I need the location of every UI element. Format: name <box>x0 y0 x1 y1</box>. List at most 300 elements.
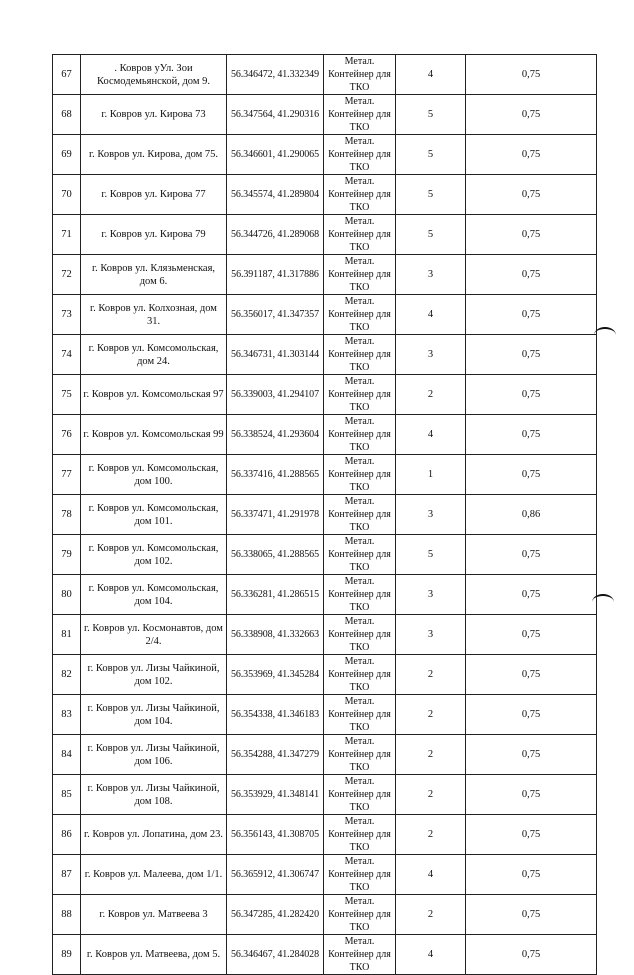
margin-mark-bottom <box>592 594 614 610</box>
table-row <box>53 375 597 415</box>
cell-number <box>53 535 81 575</box>
cell-container-volume <box>466 55 597 95</box>
cell-container-volume-text: 0,75 <box>521 909 541 920</box>
cell-container-count <box>396 935 466 975</box>
cell-address <box>81 655 227 695</box>
cell-container-count <box>396 895 466 935</box>
cell-container-type-text: Метал. Контейнер для ТКО <box>328 776 391 813</box>
cell-coordinates <box>227 415 324 455</box>
cell-address <box>81 775 227 815</box>
cell-number <box>53 255 81 295</box>
cell-container-volume-text: 0,75 <box>521 69 541 80</box>
cell-container-type-text: Метал. Контейнер для ТКО <box>328 896 391 933</box>
cell-container-type <box>324 335 396 375</box>
cell-coordinates <box>227 295 324 335</box>
cell-container-count <box>396 215 466 255</box>
cell-container-volume-text: 0,75 <box>521 749 541 760</box>
cell-container-type-text: Метал. Контейнер для ТКО <box>328 816 391 853</box>
cell-container-volume <box>466 695 597 735</box>
cell-container-type-text: Метал. Контейнер для ТКО <box>328 136 391 173</box>
cell-address <box>81 935 227 975</box>
cell-coordinates <box>227 535 324 575</box>
cell-container-volume <box>466 295 597 335</box>
cell-container-count-text: 4 <box>427 309 434 320</box>
cell-coordinates <box>227 215 324 255</box>
cell-container-volume-text: 0,75 <box>521 469 541 480</box>
cell-container-volume-text: 0,75 <box>521 789 541 800</box>
cell-coordinates-text: 56.354288, 41.347279 <box>230 749 319 760</box>
cell-container-count-text: 3 <box>427 269 434 280</box>
cell-container-type-text: Метал. Контейнер для ТКО <box>328 56 391 93</box>
cell-container-count <box>396 535 466 575</box>
cell-address-text: г. Ковров ул. Матвеева, дом 5. <box>86 949 221 960</box>
cell-address-text: г. Ковров ул. Комсомольская, дом 24. <box>88 342 219 367</box>
cell-number-text: 71 <box>61 229 72 240</box>
cell-container-volume-text: 0,75 <box>521 829 541 840</box>
cell-container-count-text: 4 <box>427 429 434 440</box>
cell-address <box>81 695 227 735</box>
cell-container-volume <box>466 935 597 975</box>
cell-coordinates <box>227 855 324 895</box>
margin-mark-top <box>594 327 616 343</box>
cell-address <box>81 575 227 615</box>
cell-number-text: 75 <box>61 389 72 400</box>
cell-container-volume <box>466 535 597 575</box>
cell-container-count-text: 5 <box>427 189 434 200</box>
cell-container-type <box>324 535 396 575</box>
cell-number <box>53 735 81 775</box>
cell-coordinates-text: 56.337471, 41.291978 <box>230 509 319 520</box>
cell-container-type <box>324 295 396 335</box>
cell-container-type-text: Метал. Контейнер для ТКО <box>328 736 391 773</box>
cell-container-type-text: Метал. Контейнер для ТКО <box>328 216 391 253</box>
cell-address-text: г. Ковров ул. Кирова 77 <box>101 189 206 200</box>
table-row <box>53 895 597 935</box>
cell-container-volume <box>466 215 597 255</box>
cell-coordinates-text: 56.336281, 41.286515 <box>230 589 319 600</box>
cell-container-count-text: 4 <box>427 949 434 960</box>
cell-container-type-text: Метал. Контейнер для ТКО <box>328 416 391 453</box>
cell-container-count <box>396 775 466 815</box>
cell-number <box>53 455 81 495</box>
cell-container-count <box>396 95 466 135</box>
cell-address <box>81 415 227 455</box>
cell-container-count <box>396 615 466 655</box>
cell-container-count <box>396 335 466 375</box>
cell-address <box>81 295 227 335</box>
cell-container-type <box>324 735 396 775</box>
cell-container-volume-text: 0,75 <box>521 189 541 200</box>
cell-container-count <box>396 735 466 775</box>
cell-number <box>53 95 81 135</box>
cell-container-type-text: Метал. Контейнер для ТКО <box>328 536 391 573</box>
cell-number <box>53 655 81 695</box>
cell-container-type-text: Метал. Контейнер для ТКО <box>328 296 391 333</box>
cell-container-type-text: Метал. Контейнер для ТКО <box>328 376 391 413</box>
cell-container-volume <box>466 855 597 895</box>
table-row <box>53 815 597 855</box>
cell-number-text: 74 <box>61 349 72 360</box>
cell-coordinates-text: 56.337416, 41.288565 <box>230 469 319 480</box>
table-row <box>53 615 597 655</box>
cell-address-text: г. Ковров ул. Матвеева 3 <box>99 909 208 920</box>
cell-coordinates-text: 56.346472, 41.332349 <box>230 69 319 80</box>
cell-address-text: г. Ковров ул. Комсомольская 97 <box>83 389 224 400</box>
cell-container-type <box>324 575 396 615</box>
cell-container-count-text: 2 <box>427 389 434 400</box>
cell-coordinates <box>227 775 324 815</box>
cell-container-count-text: 1 <box>427 469 434 480</box>
cell-address <box>81 815 227 855</box>
cell-number-text: 77 <box>61 469 72 480</box>
cell-address-text: г. Ковров ул. Кирова 79 <box>101 229 206 240</box>
cell-address-text: г. Ковров ул. Комсомольская 99 <box>83 429 224 440</box>
cell-container-type-text: Метал. Контейнер для ТКО <box>328 336 391 373</box>
table-row <box>53 695 597 735</box>
cell-container-count-text: 5 <box>427 549 434 560</box>
cell-container-type-text: Метал. Контейнер для ТКО <box>328 456 391 493</box>
cell-number <box>53 295 81 335</box>
table-row <box>53 655 597 695</box>
table-row <box>53 575 597 615</box>
cell-address-text: г. Ковров ул. Кирова, дом 75. <box>88 149 219 160</box>
cell-container-count-text: 2 <box>427 709 434 720</box>
cell-container-type <box>324 815 396 855</box>
cell-coordinates-text: 56.356017, 41.347357 <box>230 309 319 320</box>
cell-address <box>81 495 227 535</box>
cell-coordinates <box>227 575 324 615</box>
cell-container-type <box>324 175 396 215</box>
cell-container-type <box>324 695 396 735</box>
cell-number-text: 69 <box>61 149 72 160</box>
cell-coordinates <box>227 335 324 375</box>
cell-coordinates <box>227 375 324 415</box>
cell-container-type <box>324 895 396 935</box>
cell-container-type <box>324 215 396 255</box>
cell-address-text: г. Ковров ул. Кирова 73 <box>101 109 206 120</box>
cell-container-type <box>324 655 396 695</box>
cell-number-text: 70 <box>61 189 72 200</box>
cell-address <box>81 255 227 295</box>
table-row <box>53 215 597 255</box>
table-row <box>53 855 597 895</box>
cell-container-volume <box>466 415 597 455</box>
cell-number-text: 68 <box>61 109 72 120</box>
cell-container-count-text: 5 <box>427 149 434 160</box>
cell-container-count-text: 2 <box>427 749 434 760</box>
cell-container-count-text: 3 <box>427 509 434 520</box>
cell-coordinates-text: 56.338065, 41.288565 <box>230 549 319 560</box>
cell-container-count-text: 3 <box>427 589 434 600</box>
cell-coordinates <box>227 255 324 295</box>
cell-container-type <box>324 615 396 655</box>
cell-number <box>53 495 81 535</box>
cell-container-volume-text: 0,75 <box>521 389 541 400</box>
cell-address-text: г. Ковров ул. Лопатина, дом 23. <box>83 829 224 840</box>
cell-container-volume-text: 0,75 <box>521 869 541 880</box>
table-row <box>53 135 597 175</box>
table-row <box>53 455 597 495</box>
cell-container-type <box>324 255 396 295</box>
cell-number-text: 88 <box>61 909 72 920</box>
cell-container-volume <box>466 335 597 375</box>
cell-number-text: 81 <box>61 629 72 640</box>
cell-container-type <box>324 855 396 895</box>
cell-coordinates <box>227 655 324 695</box>
cell-container-count <box>396 695 466 735</box>
cell-container-count-text: 4 <box>427 69 434 80</box>
cell-container-count <box>396 655 466 695</box>
cell-number-text: 89 <box>61 949 72 960</box>
cell-address-text: г. Ковров ул. Комсомольская, дом 100. <box>88 462 219 487</box>
table-row <box>53 95 597 135</box>
cell-container-type <box>324 455 396 495</box>
cell-container-type <box>324 775 396 815</box>
cell-number <box>53 215 81 255</box>
cell-container-type-text: Метал. Контейнер для ТКО <box>328 176 391 213</box>
cell-address-text: г. Ковров ул. Лизы Чайкиной, дом 104. <box>87 702 220 727</box>
cell-container-count <box>396 255 466 295</box>
cell-address <box>81 735 227 775</box>
cell-coordinates-text: 56.338524, 41.293604 <box>230 429 319 440</box>
cell-address <box>81 535 227 575</box>
cell-number <box>53 335 81 375</box>
cell-container-volume-text: 0,86 <box>521 509 541 520</box>
table-row <box>53 415 597 455</box>
cell-coordinates-text: 56.346467, 41.284028 <box>230 949 319 960</box>
cell-coordinates-text: 56.391187, 41.317886 <box>231 269 319 280</box>
cell-container-count <box>396 855 466 895</box>
cell-address-text: г. Ковров ул. Комсомольская, дом 101. <box>88 502 219 527</box>
cell-container-volume-text: 0,75 <box>521 669 541 680</box>
cell-number-text: 72 <box>61 269 72 280</box>
cell-coordinates-text: 56.347285, 41.282420 <box>230 909 319 920</box>
table-row <box>53 255 597 295</box>
cell-container-volume-text: 0,75 <box>521 709 541 720</box>
table-row <box>53 935 597 975</box>
cell-coordinates-text: 56.339003, 41.294107 <box>230 389 319 400</box>
cell-number-text: 85 <box>61 789 72 800</box>
cell-container-count <box>396 455 466 495</box>
cell-coordinates <box>227 175 324 215</box>
cell-address <box>81 175 227 215</box>
cell-number-text: 86 <box>61 829 72 840</box>
cell-coordinates-text: 56.346731, 41.303144 <box>230 349 319 360</box>
cell-container-volume-text: 0,75 <box>521 549 541 560</box>
cell-container-type <box>324 95 396 135</box>
cell-number <box>53 815 81 855</box>
cell-number-text: 87 <box>61 869 72 880</box>
cell-container-count-text: 2 <box>427 909 434 920</box>
cell-container-count <box>396 575 466 615</box>
cell-number-text: 82 <box>61 669 72 680</box>
cell-coordinates-text: 56.365912, 41.306747 <box>230 869 319 880</box>
cell-number-text: 80 <box>61 589 72 600</box>
cell-number <box>53 55 81 95</box>
cell-container-count-text: 2 <box>427 829 434 840</box>
cell-container-type <box>324 375 396 415</box>
cell-container-volume <box>466 775 597 815</box>
table-row <box>53 295 597 335</box>
cell-address-text: г. Ковров ул. Лизы Чайкиной, дом 106. <box>87 742 220 767</box>
cell-coordinates <box>227 895 324 935</box>
cell-number <box>53 695 81 735</box>
cell-container-count <box>396 375 466 415</box>
cell-coordinates <box>227 55 324 95</box>
cell-container-volume <box>466 135 597 175</box>
cell-container-type-text: Метал. Контейнер для ТКО <box>328 96 391 133</box>
cell-container-count <box>396 495 466 535</box>
table-row <box>53 335 597 375</box>
cell-container-volume-text: 0,75 <box>521 949 541 960</box>
cell-container-volume-text: 0,75 <box>521 149 541 160</box>
cell-container-type <box>324 935 396 975</box>
cell-number <box>53 175 81 215</box>
cell-address <box>81 95 227 135</box>
cell-coordinates-text: 56.353929, 41.348141 <box>230 789 319 800</box>
cell-number-text: 78 <box>61 509 72 520</box>
cell-coordinates-text: 56.344726, 41.289068 <box>230 229 319 240</box>
cell-coordinates <box>227 135 324 175</box>
cell-container-count-text: 5 <box>427 109 434 120</box>
cell-container-count-text: 3 <box>427 349 434 360</box>
cell-container-volume-text: 0,75 <box>521 349 541 360</box>
table-row <box>53 535 597 575</box>
cell-address-text: г. Ковров ул. Малеева, дом 1/1. <box>84 869 223 880</box>
cell-number-text: 73 <box>61 309 72 320</box>
cell-coordinates-text: 56.354338, 41.346183 <box>230 709 319 720</box>
cell-coordinates <box>227 935 324 975</box>
cell-address <box>81 895 227 935</box>
cell-address-text: г. Ковров ул. Лизы Чайкиной, дом 102. <box>87 662 220 687</box>
cell-container-volume <box>466 615 597 655</box>
table-row <box>53 735 597 775</box>
cell-number-text: 79 <box>61 549 72 560</box>
cell-coordinates-text: 56.345574, 41.289804 <box>230 189 319 200</box>
cell-number <box>53 895 81 935</box>
table-row <box>53 175 597 215</box>
cell-number <box>53 855 81 895</box>
cell-container-type-text: Метал. Контейнер для ТКО <box>328 576 391 613</box>
cell-address <box>81 375 227 415</box>
cell-container-volume <box>466 575 597 615</box>
cell-container-count-text: 2 <box>427 789 434 800</box>
cell-address-text: г. Ковров ул. Комсомольская, дом 104. <box>88 582 219 607</box>
cell-address <box>81 335 227 375</box>
cell-container-count-text: 3 <box>427 629 434 640</box>
table-row <box>53 55 597 95</box>
cell-container-type-text: Метал. Контейнер для ТКО <box>328 856 391 893</box>
cell-address-text: г. Ковров ул. Космонавтов, дом 2/4. <box>84 622 223 647</box>
cell-address <box>81 855 227 895</box>
cell-container-volume <box>466 735 597 775</box>
cell-container-count-text: 5 <box>427 229 434 240</box>
cell-coordinates <box>227 495 324 535</box>
cell-container-volume <box>466 455 597 495</box>
table-body <box>53 55 597 975</box>
cell-container-type-text: Метал. Контейнер для ТКО <box>328 936 391 973</box>
cell-number <box>53 415 81 455</box>
cell-container-type <box>324 415 396 455</box>
container-sites-table <box>52 54 597 975</box>
cell-number-text: 76 <box>61 429 72 440</box>
cell-address-text: г. Ковров ул. Лизы Чайкиной, дом 108. <box>87 782 220 807</box>
cell-number-text: 83 <box>61 709 72 720</box>
cell-coordinates-text: 56.346601, 41.290065 <box>230 149 319 160</box>
cell-container-volume-text: 0,75 <box>521 309 541 320</box>
table-row <box>53 495 597 535</box>
cell-address <box>81 55 227 95</box>
cell-container-type <box>324 495 396 535</box>
cell-container-count <box>396 295 466 335</box>
cell-container-volume-text: 0,75 <box>521 429 541 440</box>
cell-number <box>53 615 81 655</box>
cell-coordinates <box>227 695 324 735</box>
cell-coordinates-text: 56.338908, 41.332663 <box>230 629 319 640</box>
cell-number <box>53 575 81 615</box>
cell-number-text: 67 <box>61 69 72 80</box>
cell-coordinates-text: 56.347564, 41.290316 <box>230 109 319 120</box>
cell-number <box>53 775 81 815</box>
cell-coordinates-text: 56.353969, 41.345284 <box>230 669 319 680</box>
cell-coordinates-text: 56.356143, 41.308705 <box>230 829 319 840</box>
cell-container-volume-text: 0,75 <box>521 589 541 600</box>
cell-container-type-text: Метал. Контейнер для ТКО <box>328 696 391 733</box>
cell-number <box>53 375 81 415</box>
cell-container-volume <box>466 495 597 535</box>
cell-container-volume <box>466 655 597 695</box>
cell-container-volume <box>466 815 597 855</box>
cell-container-volume-text: 0,75 <box>521 109 541 120</box>
cell-address-text: г. Ковров ул. Комсомольская, дом 102. <box>88 542 219 567</box>
cell-container-type-text: Метал. Контейнер для ТКО <box>328 656 391 693</box>
cell-container-count-text: 4 <box>427 869 434 880</box>
cell-address-text: г. Ковров ул. Клязьменская, дом 6. <box>91 262 216 287</box>
cell-address <box>81 215 227 255</box>
cell-coordinates <box>227 815 324 855</box>
table-row <box>53 775 597 815</box>
cell-address <box>81 615 227 655</box>
cell-container-volume <box>466 95 597 135</box>
cell-number <box>53 135 81 175</box>
cell-container-count <box>396 135 466 175</box>
cell-address <box>81 455 227 495</box>
cell-container-count <box>396 415 466 455</box>
cell-container-type <box>324 55 396 95</box>
cell-number <box>53 935 81 975</box>
cell-number-text: 84 <box>61 749 72 760</box>
cell-container-volume <box>466 895 597 935</box>
cell-coordinates <box>227 615 324 655</box>
cell-container-volume-text: 0,75 <box>521 229 541 240</box>
cell-container-volume <box>466 175 597 215</box>
cell-address-text: . Ковров уУл. Зои Космодемьянской, дом 9. <box>96 62 210 87</box>
cell-container-type <box>324 135 396 175</box>
cell-container-volume-text: 0,75 <box>521 269 541 280</box>
cell-container-count-text: 2 <box>427 669 434 680</box>
cell-container-type-text: Метал. Контейнер для ТКО <box>328 256 391 293</box>
cell-container-count <box>396 55 466 95</box>
cell-container-type-text: Метал. Контейнер для ТКО <box>328 616 391 653</box>
cell-container-volume-text: 0,75 <box>521 629 541 640</box>
cell-container-volume <box>466 255 597 295</box>
cell-coordinates <box>227 95 324 135</box>
cell-container-count <box>396 175 466 215</box>
cell-container-count <box>396 815 466 855</box>
cell-coordinates <box>227 735 324 775</box>
cell-container-type-text: Метал. Контейнер для ТКО <box>328 496 391 533</box>
cell-address-text: г. Ковров ул. Колхозная, дом 31. <box>90 302 217 327</box>
